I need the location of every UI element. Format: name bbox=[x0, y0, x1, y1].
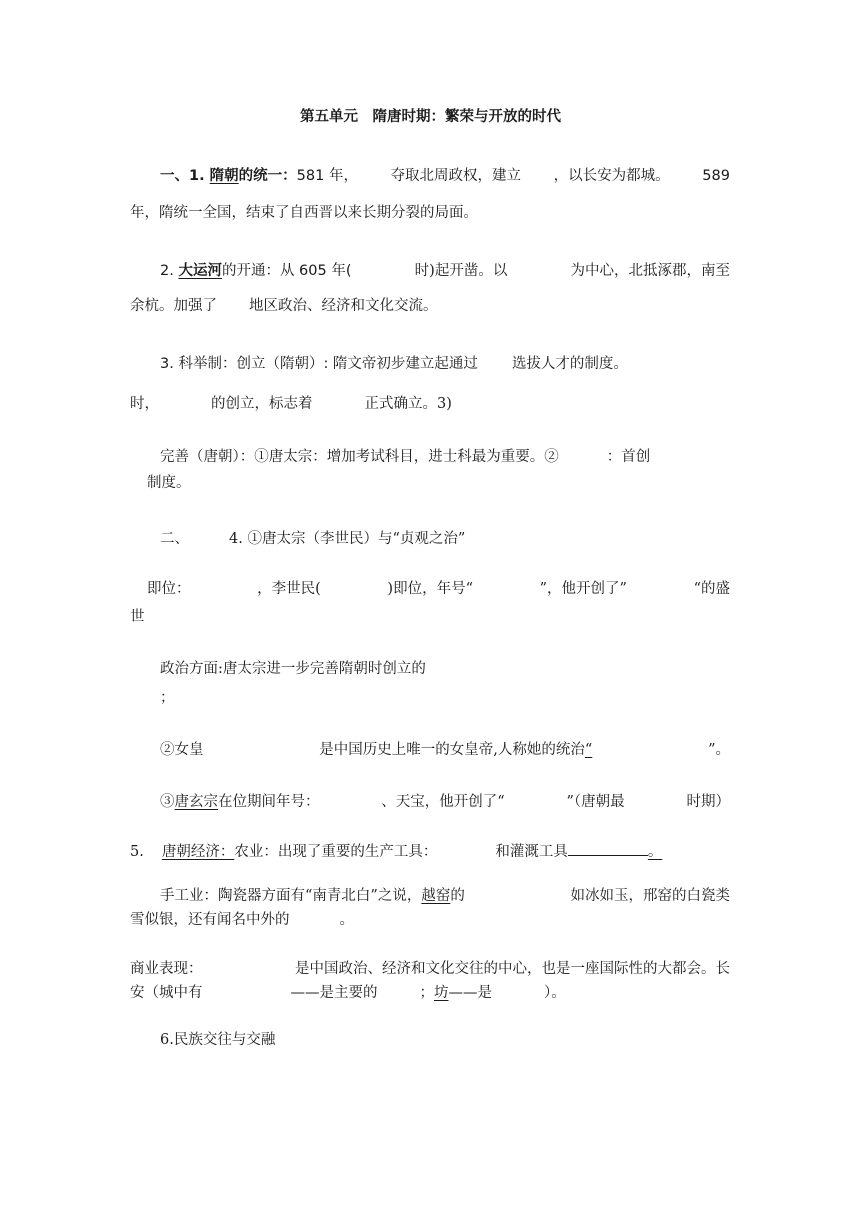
s5-blank bbox=[568, 840, 648, 856]
section5-crafts-cont bbox=[130, 911, 354, 929]
section4-xuanzong bbox=[160, 793, 730, 811]
s4-f1: ②女皇 bbox=[160, 742, 204, 758]
s3-text: 选拔人才的制度。 bbox=[511, 356, 628, 372]
section5-crafts bbox=[160, 887, 730, 905]
section3-line2 bbox=[130, 395, 452, 413]
s1-year: 581 年， bbox=[296, 168, 358, 184]
s3-heading: 3. 科举制：创立（隋朝）: 隋文帝初步建立起通过 bbox=[160, 356, 478, 372]
s5-d: 和灌溉工具 bbox=[495, 844, 568, 860]
s5-i4: 坊 bbox=[434, 985, 449, 1001]
section1-line1 bbox=[160, 167, 730, 185]
s4-roman: 二、 bbox=[160, 531, 189, 547]
s5-i5: ——是 bbox=[448, 985, 492, 1001]
s5-c: 农业：出现了重要的生产工具： bbox=[234, 844, 438, 860]
s5-i3: ； bbox=[419, 985, 434, 1001]
s3-line2-a: 时， bbox=[130, 396, 159, 412]
section4-line1-cont: 世 bbox=[130, 609, 145, 625]
s4-g3: 在位期间年号： bbox=[218, 794, 320, 810]
section5-line1 bbox=[130, 840, 666, 861]
s4-f2: 是中国历史上唯一的女皇帝,人称她的统治 bbox=[319, 742, 585, 758]
s5-i1: 安（城中有 bbox=[130, 985, 203, 1001]
s1-text-b: ，以长安为都城。 bbox=[553, 168, 670, 184]
s5-g1: 雪似银，还有闻名中外的 bbox=[130, 912, 290, 928]
page-title: 第五单元 隋唐时期：繁荣与开放的时代 bbox=[300, 109, 561, 125]
s5-f2: 越窑 bbox=[421, 888, 451, 904]
s5-f1: 手工业：陶瓷器方面有“南青北白”之说， bbox=[160, 888, 422, 904]
s1-text-a: 夺取北周政权，建立 bbox=[390, 168, 522, 184]
s4-g4: 、天宝，他开创了“ bbox=[381, 794, 505, 810]
section6-heading: 6.民族交往与交融 bbox=[160, 1032, 276, 1048]
s1-prefix: 一、1. bbox=[160, 168, 210, 184]
s1-term: 隋朝 bbox=[209, 168, 239, 184]
s5-i2: ——是主要的 bbox=[290, 985, 378, 1001]
s5-f3: 的 bbox=[450, 888, 465, 904]
s4-g6: 时期） bbox=[686, 794, 730, 810]
section2-line1 bbox=[160, 262, 730, 280]
section4-politics: 政治方面:唐太宗进一步完善隋朝时创立的 bbox=[160, 661, 426, 677]
s4-c3: )即位，年号“ bbox=[387, 581, 473, 597]
s5-e: 。 bbox=[647, 844, 663, 860]
section4-empress bbox=[160, 741, 730, 759]
section4-line1 bbox=[147, 580, 730, 598]
s5-f4: 如冰如玉，邢窑的白瓷类 bbox=[570, 888, 730, 904]
s4-c1: 即位： bbox=[147, 581, 191, 597]
s2-heading: 的开通：从 605 年( bbox=[221, 263, 352, 279]
s2-text-b: 为中心，北抵涿郡，南至 bbox=[570, 263, 730, 279]
s5-g2: 。 bbox=[339, 912, 354, 928]
s2-number: 2. bbox=[160, 263, 179, 279]
section5-commerce-cont bbox=[130, 984, 566, 1002]
s5-i6: ）。 bbox=[544, 985, 566, 1001]
s2-line2-b: 地区政治、经济和文化交流。 bbox=[249, 298, 438, 314]
s4-f4: ”。 bbox=[708, 742, 730, 758]
s3-line2-b: 的创立，标志着 bbox=[211, 396, 313, 412]
s5-h2: 是中国政治、经济和文化交往的中心，也是一座国际性的大都会。长 bbox=[295, 961, 730, 977]
section3-line3 bbox=[160, 448, 650, 466]
s3-line2-c: 正式确立。3) bbox=[364, 396, 452, 412]
section5-commerce bbox=[130, 960, 730, 978]
s4-g2: 唐玄宗 bbox=[174, 794, 218, 810]
s4-g1: ③ bbox=[160, 794, 175, 810]
s4-c5: “的盛 bbox=[693, 581, 730, 597]
section3-line1 bbox=[160, 355, 628, 373]
s1-year2: 589 bbox=[702, 168, 730, 184]
section1-line2: 年，隋统一全国，结束了自西晋以来长期分裂的局面。 bbox=[130, 205, 478, 221]
s4-c2: ，李世民( bbox=[257, 581, 321, 597]
s2-term: 大运河 bbox=[178, 263, 222, 279]
s4-c4: ”，他开创了” bbox=[539, 581, 627, 597]
section2-line2 bbox=[130, 297, 438, 315]
s2-line2-a: 余杭。加强了 bbox=[130, 298, 217, 314]
s5-number: 5. bbox=[130, 844, 144, 860]
section4-heading bbox=[160, 530, 465, 548]
s3-line3-b: ：首创 bbox=[606, 449, 651, 465]
s5-h1: 商业表现： bbox=[130, 961, 203, 977]
s5-heading: 唐朝经济： bbox=[161, 844, 235, 860]
s4-title: 4. ①唐太宗（李世民）与“贞观之治” bbox=[229, 531, 466, 547]
s1-heading: 的统一： bbox=[238, 168, 297, 184]
section3-line4: 制度。 bbox=[147, 475, 191, 491]
s2-text-a: 时)起开凿。以 bbox=[414, 263, 508, 279]
section4-politics-end: ； bbox=[160, 690, 175, 706]
s4-f3: “ bbox=[584, 742, 593, 758]
s4-g5: ”（唐朝最 bbox=[566, 794, 625, 810]
s3-line3-a: 完善（唐朝）：①唐太宗：增加考试科目，进士科最为重要。② bbox=[160, 449, 559, 465]
